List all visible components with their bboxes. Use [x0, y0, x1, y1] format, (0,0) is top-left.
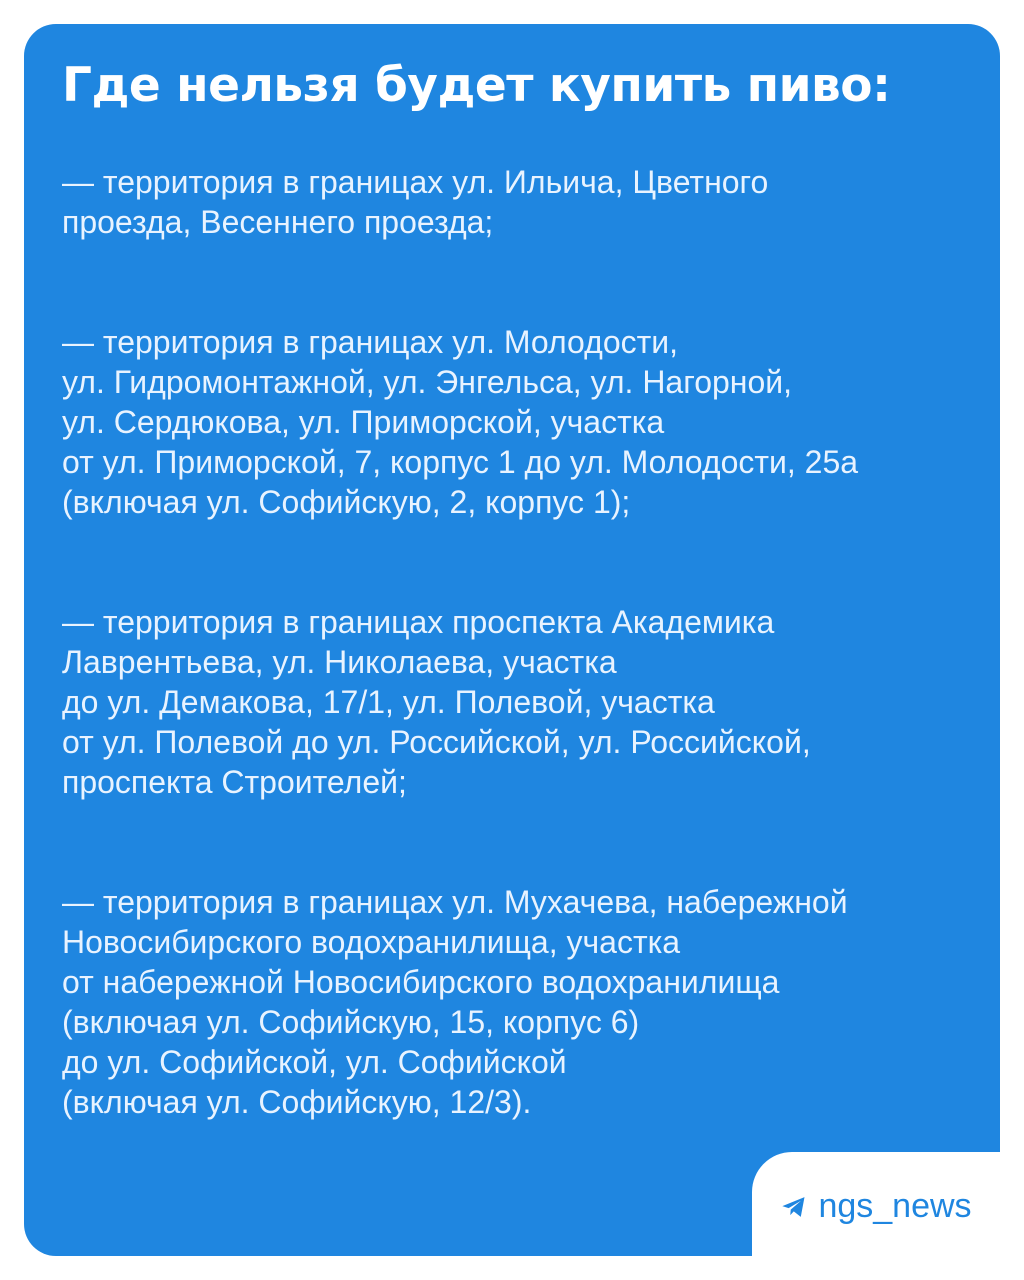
telegram-icon	[780, 1193, 808, 1221]
channel-handle: ngs_news	[818, 1186, 972, 1225]
paragraph-item-2: — территория в границах ул. Молодости, ул. Гидромонтажной, ул. Энгельса, ул. Нагорной, ул. Сердюкова, ул. Приморской, участка от ул. Приморской, 7, корпус 1 до ул. Молодости, 25а (включая ул. Софийскую, 2, корпус 1);	[62, 324, 859, 520]
paragraph-list	[62, 122, 972, 1202]
paragraph-item-4: — территория в границах ул. Мухачева, набережной Новосибирского водохранилища, участка от набережной Новосибирского водохранилища (включая ул. Софийскую, 15, корпус 6) до ул. Софийской, ул. Софийской (включая ул. Софийскую, 12/3).	[62, 884, 848, 1120]
paragraph-item-1: — территория в границах ул. Ильича, Цветного проезда, Весеннего проезда;	[62, 164, 769, 240]
channel-tag[interactable]	[752, 1152, 1000, 1256]
info-card	[24, 24, 1000, 1256]
paragraph-item-3: — территория в границах проспекта Академика Лаврентьева, ул. Николаева, участка до ул. Демакова, 17/1, ул. Полевой, участка от ул. Полевой до ул. Российской, ул. Российской, проспекта Строителей;	[62, 604, 811, 800]
page-title: Где нельзя будет купить пиво:	[62, 58, 891, 113]
card-content	[62, 54, 972, 1202]
